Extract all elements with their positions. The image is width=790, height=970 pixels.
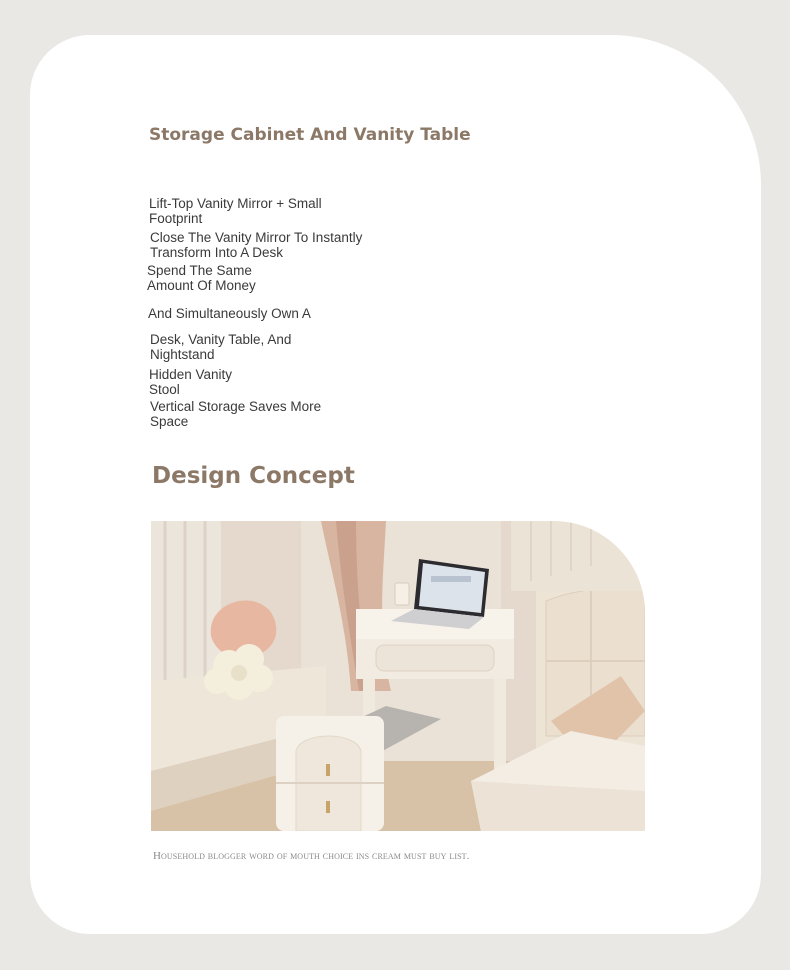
feature-item: Lift-Top Vanity Mirror + Small Footprint xyxy=(149,196,322,226)
section-title: Design Concept xyxy=(152,463,355,489)
feature-item: Spend The Same Amount Of Money xyxy=(147,263,256,293)
content-card xyxy=(30,35,761,934)
photo-caption: Household blogger word of mouth choice ins cream must buy list. xyxy=(153,850,470,862)
feature-item: Desk, Vanity Table, And Nightstand xyxy=(150,332,292,362)
feature-item: Hidden Vanity Stool xyxy=(149,367,233,397)
page-title: Storage Cabinet And Vanity Table xyxy=(149,125,471,145)
product-photo xyxy=(151,521,645,831)
feature-item: And Simultaneously Own A xyxy=(148,306,311,321)
feature-item: Close The Vanity Mirror To Instantly Transform Into A Desk xyxy=(150,230,363,260)
feature-item: Vertical Storage Saves More Space xyxy=(150,399,322,429)
